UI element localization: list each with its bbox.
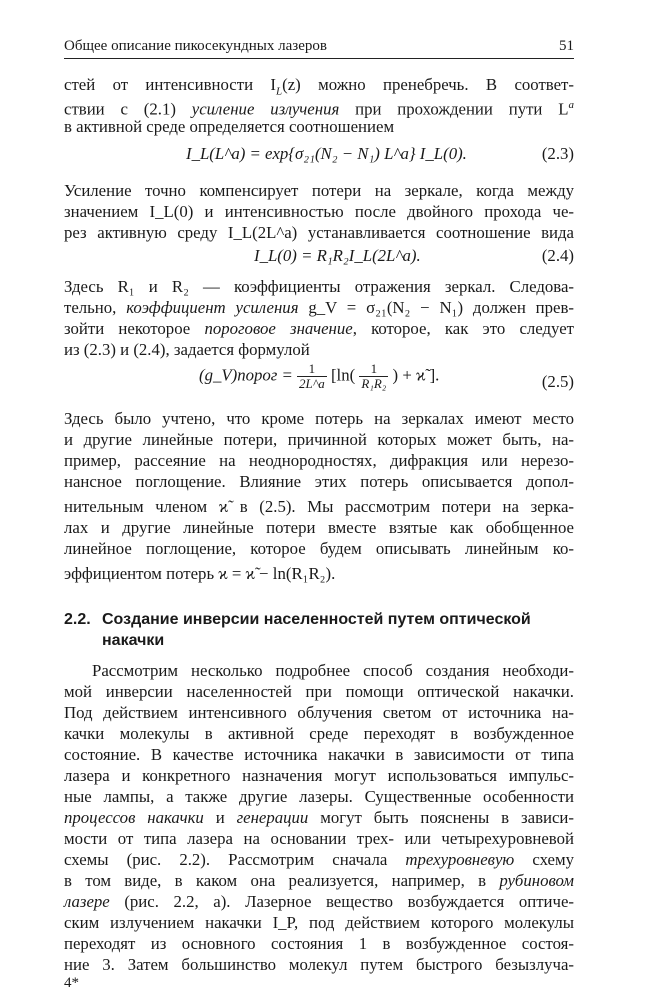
text: (рис. 2.2, a). Лазерное вещество возбуждается оптиче- <box>109 892 574 911</box>
para2-line2: значением I_L(0) и интенсивностью после двойного прохода че- <box>64 202 574 221</box>
para5-line8 <box>64 807 574 828</box>
equation-2-4 <box>64 242 574 272</box>
equation-number: (2.3) <box>541 144 574 163</box>
numerator: 1 <box>370 361 378 376</box>
equation-body: I_L(L^a) = exp{σ₂₁(N₂ − N₁) L^a} I_L(0). <box>186 144 467 163</box>
text: тельно, <box>64 298 127 317</box>
subscript: L <box>276 85 283 98</box>
para5-line5: состояние. В качестве источника накачки в зависимости от типа <box>64 745 574 764</box>
italic-term: лазере <box>64 892 110 911</box>
para2-line3: рез активную среду I_L(2L^a) устанавливается соотношение вида <box>64 223 574 242</box>
equation-tail: ) + ϰ̃ ]. <box>392 365 440 385</box>
italic-term: трехуровневую <box>405 850 515 869</box>
italic-term: генерации <box>236 808 309 827</box>
fraction <box>359 362 388 391</box>
para3-line1: Здесь R₁ и R₂ — коэффициенты отражения зеркал. Следова- <box>64 277 574 296</box>
text: ствии с (2.1) <box>64 99 192 119</box>
para1-line3: в активной среде определяется соотношением <box>64 117 395 136</box>
page-number: 51 <box>559 38 574 54</box>
para2-line1: Усиление точно компенсирует потери на зеркале, когда между <box>64 181 574 200</box>
header-title: Общее описание пикосекундных лазеров <box>64 38 327 54</box>
equation-2-5 <box>64 362 574 400</box>
para5-line11 <box>64 870 574 891</box>
italic-term: коэффициент усиления <box>126 298 299 317</box>
section-heading <box>64 609 574 653</box>
italic-term: усиление излучения <box>191 99 340 119</box>
equation-body: I_L(0) = R₁R₂I_L(2L^a). <box>254 246 421 265</box>
text: при прохождении пути L <box>339 99 569 119</box>
superscript: a <box>568 99 574 111</box>
equation-body <box>199 362 439 391</box>
text: , которое, как это следует <box>352 319 574 338</box>
para4-line8: эффициентом потерь ϰ = ϰ̃ − ln(R₁R₂). <box>64 564 336 583</box>
equation-lhs: (g_V)порог = <box>199 365 293 385</box>
para5-line9: мости от типа лазера на основании трех- или четырехуровневой <box>64 829 574 848</box>
para3-line2 <box>64 297 574 318</box>
para4-line7: линейное поглощение, которое будем описывать линейным ко- <box>64 539 574 558</box>
para4-line5: нительным членом ϰ̃ в (2.5). Мы рассмотрим потери на зерка- <box>64 497 574 516</box>
italic-term: процессов накачки <box>64 808 204 827</box>
text: схему <box>514 850 574 869</box>
signature-mark: 4* <box>64 975 79 991</box>
para3-line3 <box>64 318 574 339</box>
para5-line1: Рассмотрим несколько подробнее способ создания необходи- <box>92 661 574 680</box>
para5-line3: Под действием интенсивного облучения светом от источника на- <box>64 703 574 722</box>
section-title-line1: Создание инверсии населенностей путем оптической <box>102 611 531 628</box>
equation-2-3 <box>64 140 574 170</box>
italic-term: рубиновом <box>499 871 574 890</box>
section-title-line2: накачки <box>102 632 165 649</box>
italic-term: пороговое значение <box>204 319 353 338</box>
para4-line1: Здесь было учтено, что кроме потерь на зеркалах имеют место <box>64 409 574 428</box>
text: (z) можно пренебречь. В соответ- <box>282 75 574 94</box>
para5-line13: ским излучением накачки I_P, под действием которого молекулы <box>64 913 574 932</box>
para5-line7: ные лампы, а также другие лазеры. Существенные особенности <box>64 787 574 806</box>
text: стей от интенсивности I <box>64 75 277 94</box>
denominator: R₁R₂ <box>361 376 387 391</box>
text: схемы (рис. 2.2). Рассмотрим сначала <box>64 850 406 869</box>
log-bracket: [ln( <box>330 365 356 385</box>
running-header <box>64 38 574 59</box>
para5-line4: качки молекулы в активной среде переходят в возбужденное <box>64 724 574 743</box>
para3-line4: из (2.3) и (2.4), задается формулой <box>64 340 310 359</box>
para5-line12 <box>64 891 574 912</box>
para4-line2: и другие линейные потери, причинной которых может быть, на- <box>64 430 574 449</box>
para4-line3: пример, рассеяние на неоднородностях, дифракция или нерезо- <box>64 451 574 470</box>
para5-line2: мой инверсии населенностей при помощи оптической накачки. <box>64 682 574 701</box>
text: могут быть пояснены в зависи- <box>308 808 574 827</box>
denominator: 2L^a <box>299 376 325 391</box>
text: g_V = σ₂₁(N₂ − N₁) должен прев- <box>298 298 574 317</box>
section-number: 2.2. <box>64 611 91 628</box>
equation-number: (2.4) <box>541 246 574 265</box>
equation-number: (2.5) <box>541 372 574 391</box>
para5-line14: переходят из основного состояния 1 в возбужденное состоя- <box>64 934 574 953</box>
para4-line4: нансное поглощение. Влияние этих потерь описывается допол- <box>64 472 574 491</box>
fraction <box>297 362 327 391</box>
para5-line10 <box>64 849 574 870</box>
text: в том виде, в каком она реализуется, например, в <box>64 871 500 890</box>
text: и <box>203 808 237 827</box>
para4-line6: лах и другие линейные потери вместе взятые как обобщенное <box>64 518 574 537</box>
para5-line6: лазера и конкретного назначения могут использоваться импульс- <box>64 766 574 785</box>
para5-line15: ние 3. Затем большинство молекул путем быстрого безызлуча- <box>64 955 574 974</box>
numerator: 1 <box>308 361 316 376</box>
text: зойти некоторое <box>64 319 205 338</box>
